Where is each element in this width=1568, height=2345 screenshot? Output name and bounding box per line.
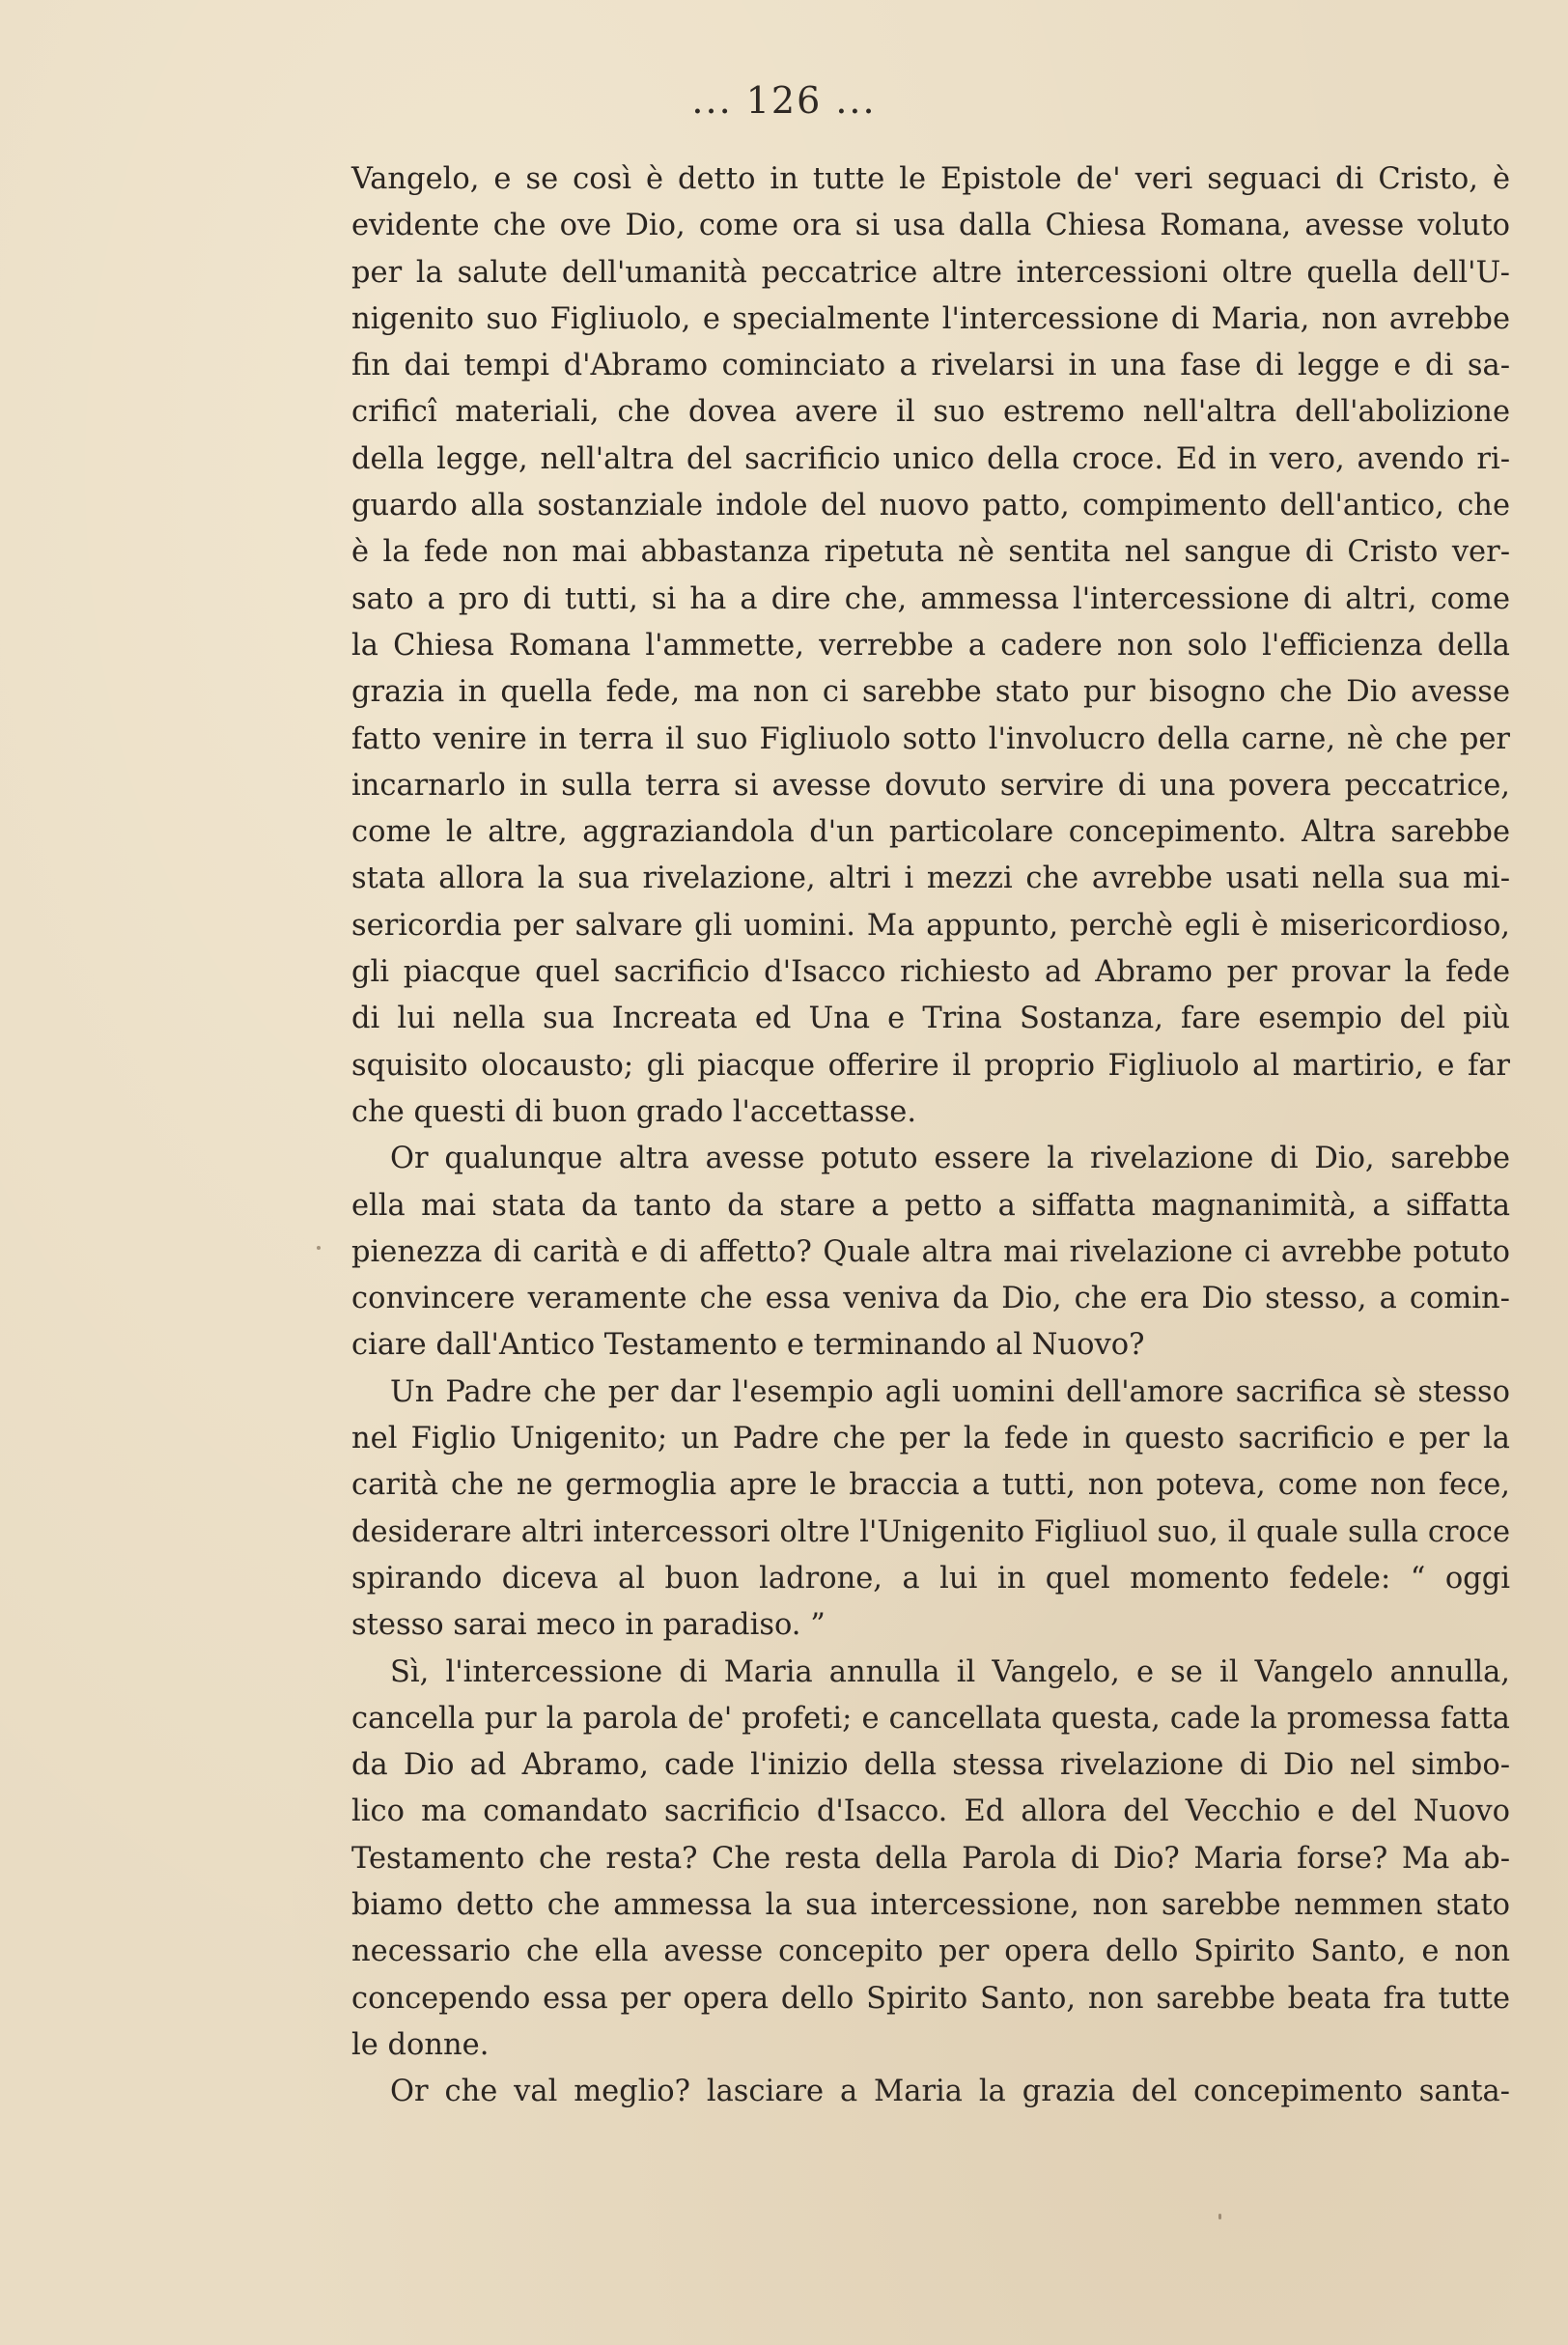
text-line: convincere veramente che essa veniva da Dio, che era Dio stesso, a comin- [351, 1282, 1510, 1316]
text-line: sericordia per salvare gli uomini. Ma appunto, perchè egli è misericordioso, [351, 908, 1510, 943]
text-line: lico ma comandato sacrificio d'Isacco. Ed allora del Vecchio e del Nuovo [351, 1794, 1510, 1829]
text-line: da Dio ad Abramo, cade l'inizio della stessa rivelazione di Dio nel simbo- [351, 1748, 1510, 1783]
text-line: che questi di buon grado l'accettasse. [351, 1094, 917, 1129]
text-line: cancella pur la parola de' profeti; e cancellata questa, cade la promessa fatta [351, 1701, 1510, 1736]
paper-speck [317, 1246, 321, 1250]
paper-speck [1218, 2214, 1221, 2219]
text-line: concependo essa per opera dello Spirito Santo, non sarebbe beata fra tutte [351, 1981, 1510, 2016]
text-line: guardo alla sostanziale indole del nuovo patto, compimento dell'antico, che [351, 489, 1510, 523]
text-line: crificî materiali, che dovea avere il suo estremo nell'altra dell'abolizione [351, 395, 1510, 430]
text-line: come le altre, aggraziandola d'un particolare concepimento. Altra sarebbe [351, 815, 1510, 850]
text-line: fin dai tempi d'Abramo cominciato a rivelarsi in una fase di legge e di sa- [351, 349, 1510, 383]
text-line: spirando diceva al buon ladrone, a lui in quel momento fedele: “ oggi [351, 1561, 1510, 1596]
text-line: pienezza di carità e di affetto? Quale altra mai rivelazione ci avrebbe potuto [351, 1234, 1510, 1269]
text-line: di lui nella sua Increata ed Una e Trina Sostanza, fare esempio del più [351, 1002, 1510, 1036]
text-line: desiderare altri intercessori oltre l'Unigenito Figliuol suo, il quale sulla croce [351, 1514, 1510, 1549]
text-line: della legge, nell'altra del sacrificio unico della croce. Ed in vero, avendo ri- [351, 441, 1510, 476]
text-line: nel Figlio Unigenito; un Padre che per la fede in questo sacrificio e per la [351, 1422, 1510, 1456]
body-text [351, 156, 1510, 2115]
text-line: evidente che ove Dio, come ora si usa dalla Chiesa Romana, avesse voluto [351, 209, 1510, 243]
text-line: stesso sarai meco in paradiso. ” [351, 1608, 826, 1643]
text-line: è la fede non mai abbastanza ripetuta nè sentita nel sangue di Cristo ver- [351, 535, 1510, 570]
text-line: Sì, l'intercessione di Maria annulla il Vangelo, e se il Vangelo annulla, [390, 1654, 1510, 1689]
text-line: ella mai stata da tanto da stare a petto a siffatta magnanimità, a siffatta [351, 1188, 1510, 1223]
text-line: ciare dall'Antico Testamento e terminando al Nuovo? [351, 1328, 1145, 1363]
text-line: Testamento che resta? Che resta della Parola di Dio? Maria forse? Ma ab- [351, 1841, 1510, 1876]
text-line: biamo detto che ammessa la sua intercessione, non sarebbe nemmen stato [351, 1887, 1510, 1922]
text-line: gli piacque quel sacrificio d'Isacco richiesto ad Abramo per provar la fede [351, 955, 1510, 990]
text-line: Or che val meglio? lasciare a Maria la grazia del concepimento santa- [390, 2075, 1510, 2109]
text-line: grazia in quella fede, ma non ci sarebbe stato pur bisogno che Dio avesse [351, 675, 1510, 710]
text-line: sato a pro di tutti, si ha a dire che, ammessa l'intercessione di altri, come [351, 581, 1510, 616]
text-line: Vangelo, e se così è detto in tutte le Epistole de' veri seguaci di Cristo, è [351, 162, 1510, 196]
text-line: per la salute dell'umanità peccatrice altre intercessioni oltre quella dell'U- [351, 255, 1510, 290]
text-line: carità che ne germoglia apre le braccia a tutti, non poteva, come non fece, [351, 1468, 1510, 1503]
text-line: squisito olocausto; gli piacque offerire il proprio Figliuolo al martirio, e far [351, 1048, 1510, 1083]
text-line: Un Padre che per dar l'esempio agli uomini dell'amore sacrifica sè stesso [390, 1374, 1510, 1409]
page-number: ... 126 ... [691, 79, 877, 122]
text-line: Or qualunque altra avesse potuto essere la rivelazione di Dio, sarebbe [390, 1142, 1510, 1176]
text-line: stata allora la sua rivelazione, altri i mezzi che avrebbe usati nella sua mi- [351, 862, 1510, 896]
text-line: fatto venire in terra il suo Figliuolo sotto l'involucro della carne, nè che per [351, 721, 1510, 756]
text-line: necessario che ella avesse concepito per opera dello Spirito Santo, e non [351, 1935, 1510, 1969]
text-line: le donne. [351, 2027, 490, 2062]
text-line: la Chiesa Romana l'ammette, verrebbe a cadere non solo l'efficienza della [351, 628, 1510, 663]
text-line: incarnarlo in sulla terra si avesse dovuto servire di una povera peccatrice, [351, 768, 1510, 803]
text-line: nigenito suo Figliuolo, e specialmente l'intercessione di Maria, non avrebbe [351, 301, 1510, 336]
